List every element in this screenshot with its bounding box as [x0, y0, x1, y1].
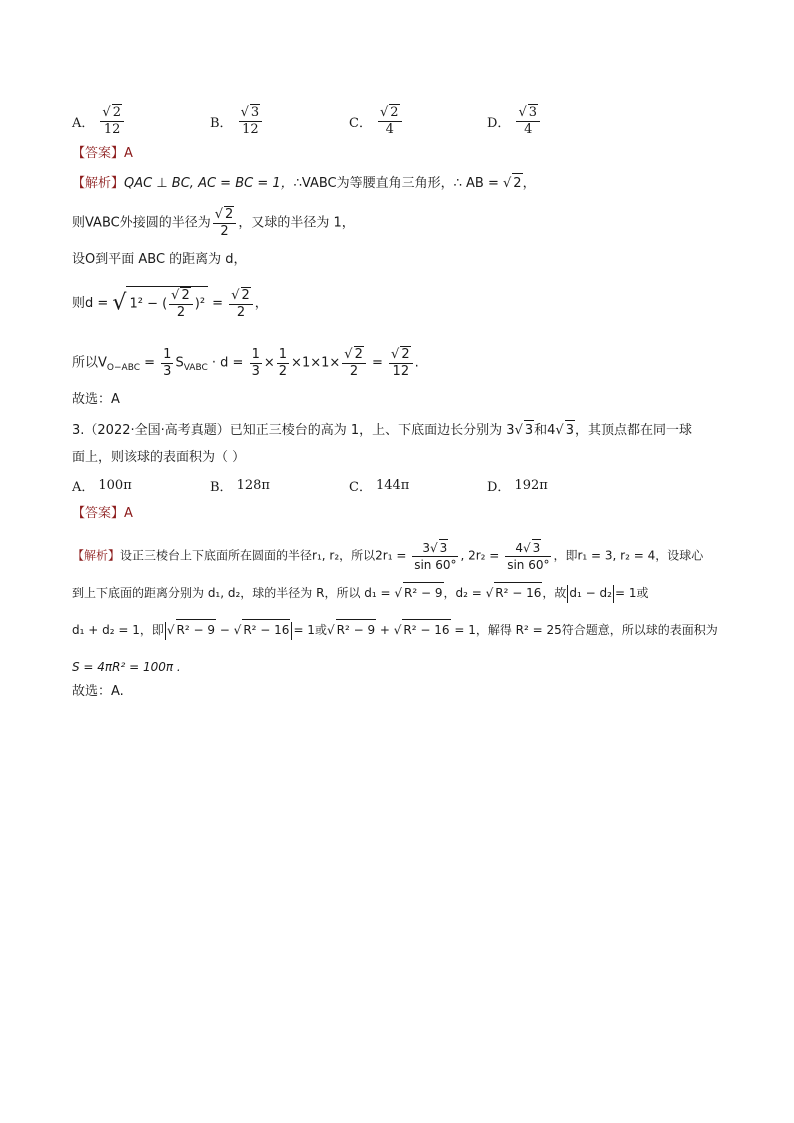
q3-option-c: C． 144π: [349, 478, 410, 495]
choose-line: 故选：A: [72, 392, 120, 407]
q3-stem-line-1: 3.（2022·全国·高考真题）已知正三棱台的高为 1，上、下底面边长分别为 3√ 3和4√ 3，其顶点都在同一球: [72, 420, 692, 441]
q3-option-d: D． 192π: [487, 478, 548, 495]
option-label: C．: [349, 115, 372, 131]
answer-line: [72, 144, 133, 164]
option-fraction: $\frac{√ 2}{12}$: [100, 104, 124, 138]
answer-value: A: [124, 146, 133, 161]
option-c: [349, 104, 404, 138]
answer-tag: 【答案】: [72, 146, 125, 161]
option-fraction: $\frac{√ 2}{4}$: [378, 104, 402, 138]
analysis-line-2: 则VABC外接圆的半径为 $\frac{√ 2}{2}$ ，又球的半径为 1，: [72, 207, 355, 239]
q3-option-b: B． 128π: [210, 478, 270, 495]
option-d: [487, 104, 542, 138]
q3-analysis-line-1: 【解析】设正三棱台上下底面所在圆面的半径r₁, r₂，所以2r₁ = $\frac{3√ 3}{\sin 60^\circ}$ , 2r₂ = $\frac{4√ 3}{\sin 60^\circ}$ ，即r₁ = 3, r₂ = 4，设球心: [72, 541, 704, 572]
analysis-line-1: 【解析】QAC ⊥ BC, AC = BC = 1，∴VABC为等腰直角三角形，∴ AB = √ 2，: [72, 173, 536, 194]
q3-analysis-line-4: S = 4πR² = 100π .: [72, 660, 181, 674]
analysis-tag: 【解析】: [72, 176, 125, 191]
analysis-line-3: 设O到平面 ABC 的距离为 d，: [72, 252, 247, 267]
option-label: A．: [72, 115, 95, 131]
q3-choose-line: 故选：A.: [72, 684, 124, 699]
option-label: B．: [210, 115, 233, 131]
q3-analysis-line-3: d₁ + d₂ = 1，即 √ R² − 9 − √ R² − 16 = 1或√ R² − 9 + √ R² − 16 = 1，解得 R² = 25符合题意，所以球的表面积为: [72, 619, 718, 640]
option-fraction: $\frac{√ 3}{12}$: [239, 104, 263, 138]
option-label: D．: [487, 115, 511, 131]
option-a: [72, 104, 126, 138]
option-b: [210, 104, 264, 138]
q3-stem-line-2: 面上，则该球的表面积为（ ）: [72, 450, 246, 465]
analysis-line-5: 所以$V_{O-ABC}$ = $\frac{1}{3}$ $S_{VABC} \cdot d$ = $\frac{1}{3}$ × $\frac{1}{2}$ ×1×1× $\frac{√ 2}{2}$ = $\frac{√ 2}{12}$ .: [72, 346, 419, 379]
q3-analysis-line-2: 到上下底面的距离分别为 d₁, d₂，球的半径为 R，所以 d₁ = √ R² − 9，d₂ = √ R² − 16，故 d₁ − d₂ = 1或: [72, 582, 648, 603]
q3-answer-line: 【答案】A: [72, 506, 133, 521]
option-fraction: $\frac{√ 3}{4}$: [516, 104, 540, 138]
q3-option-a: A． 100π: [72, 478, 132, 495]
analysis-line-4: 则d = √ 1² − ( $\frac{√ 2}{2}$ )² = $\frac{√ 2}{2}$ ，: [72, 287, 268, 320]
